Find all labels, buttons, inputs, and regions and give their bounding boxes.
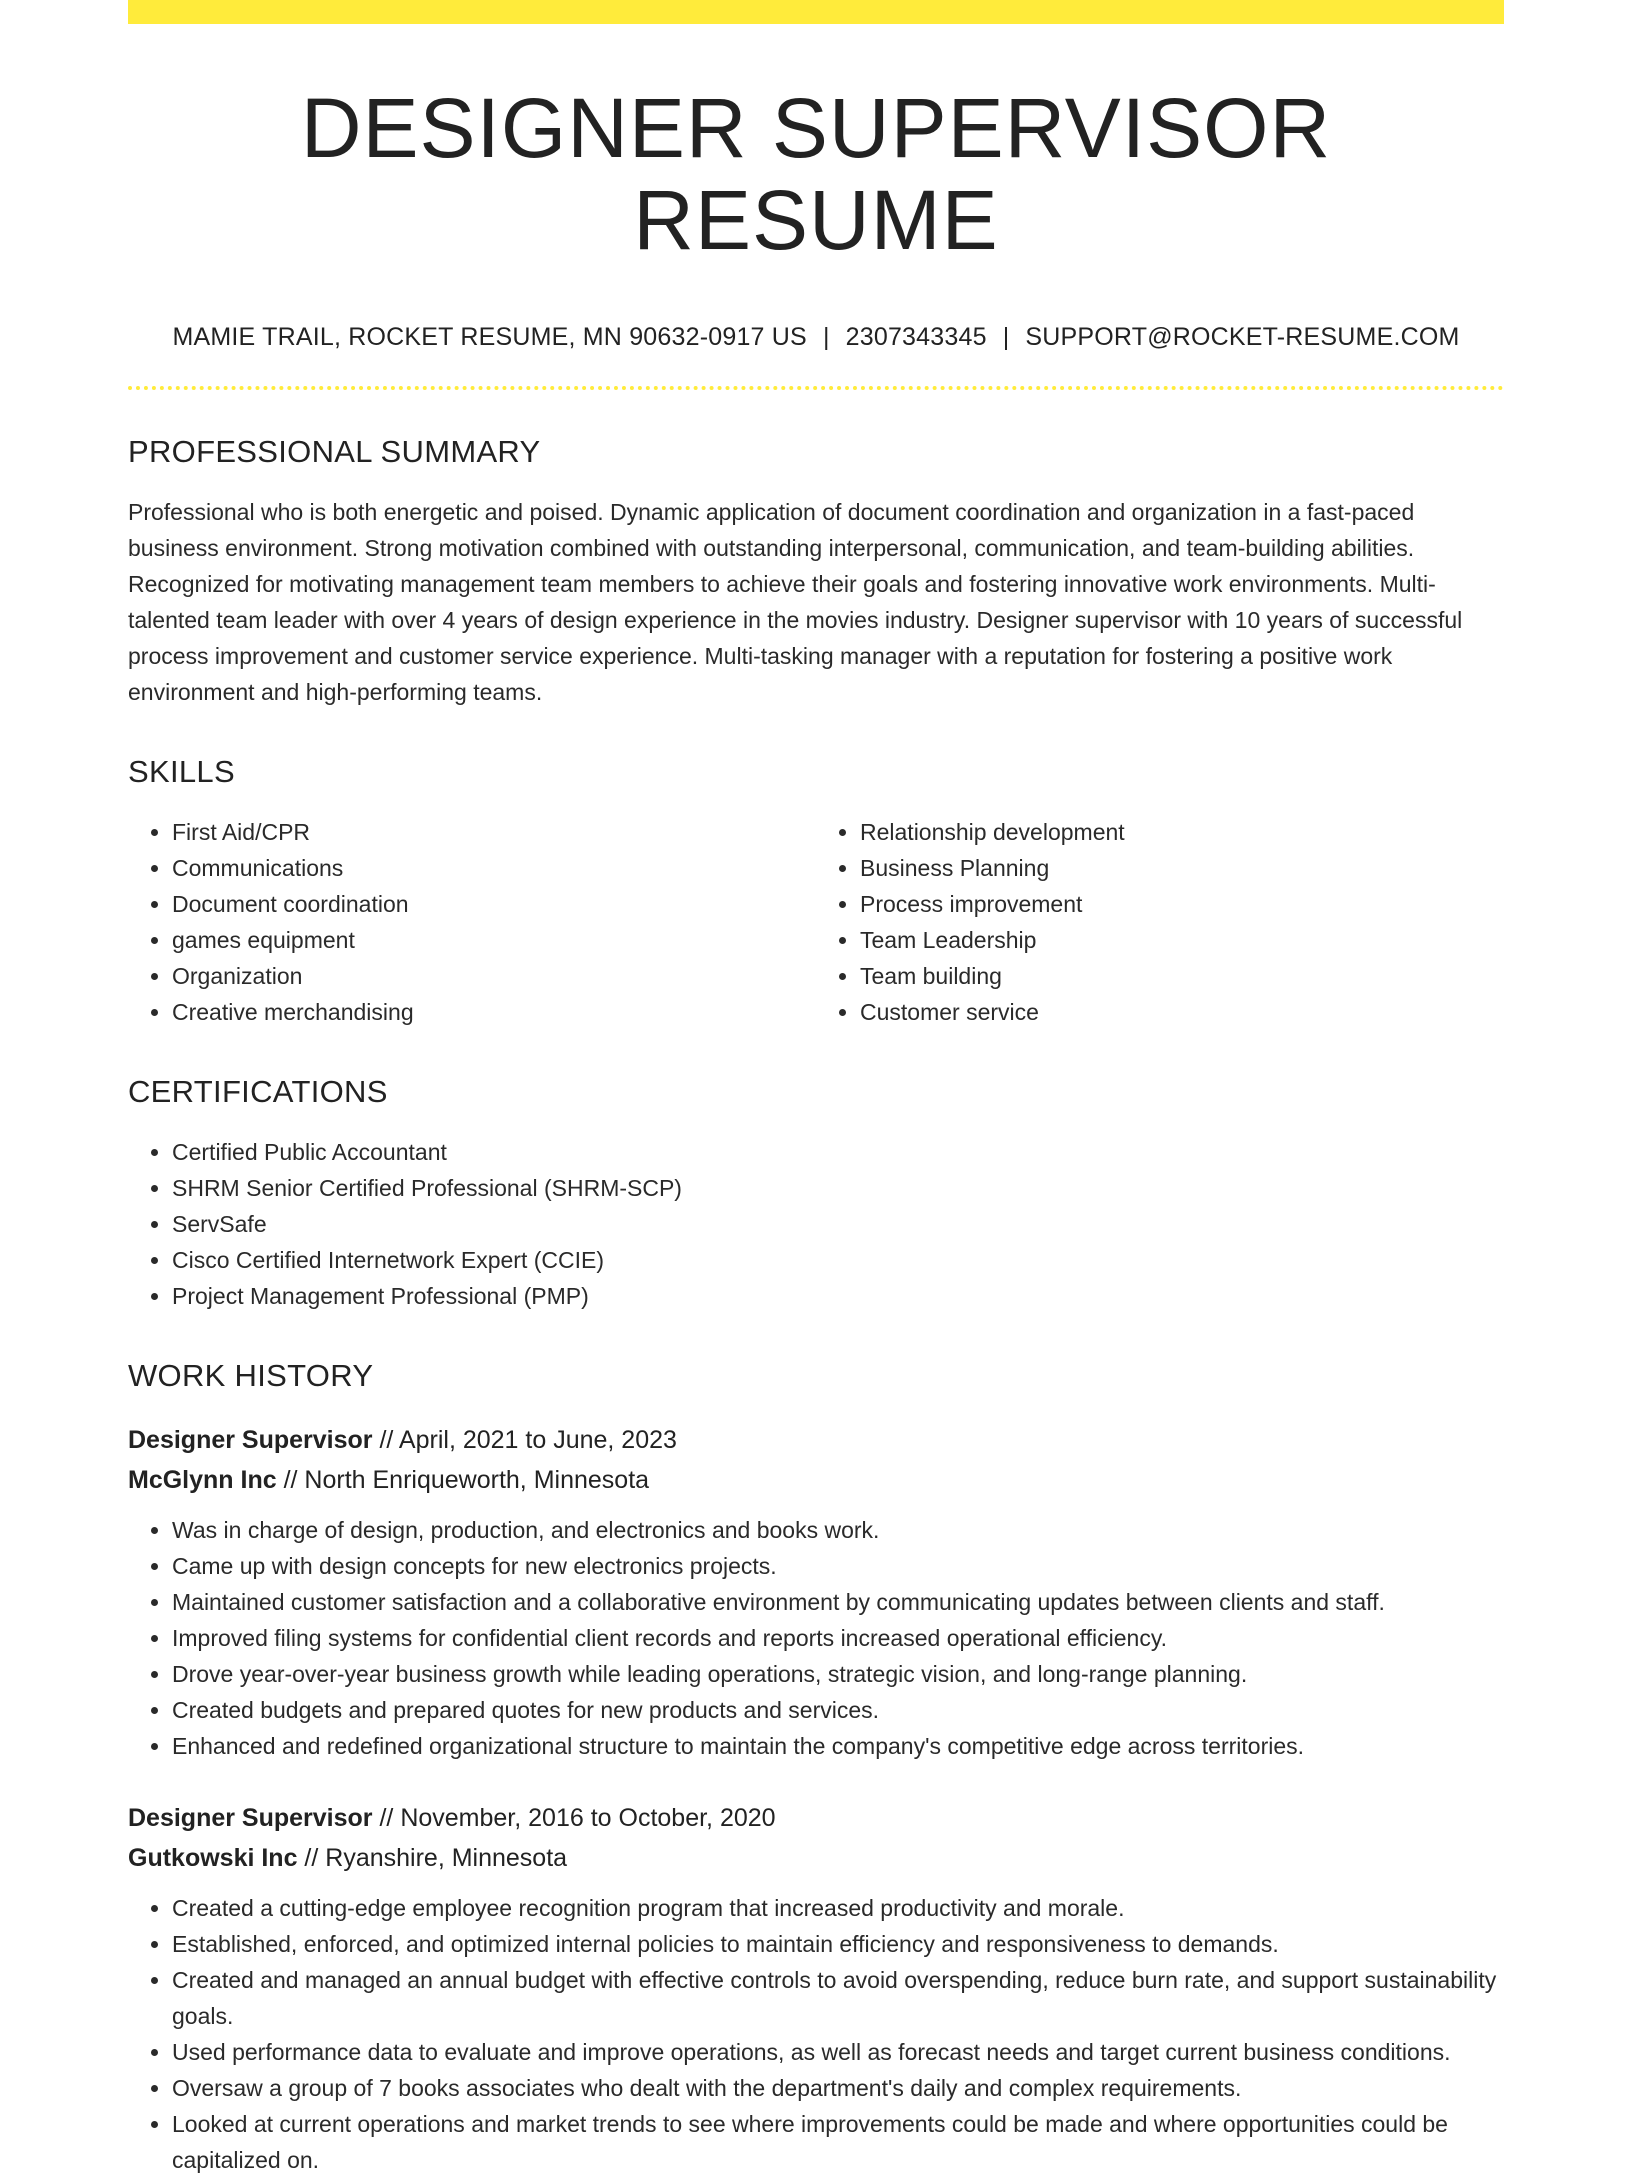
job-company: McGlynn Inc: [128, 1465, 277, 1494]
contact-line: [128, 323, 1504, 352]
summary-section: [128, 434, 1504, 710]
skill-item: • Customer service: [860, 994, 1504, 1030]
job-entry: [128, 1798, 1504, 2178]
contact-phone[interactable]: 2307343345: [845, 322, 987, 351]
skills-section: [128, 754, 1504, 1030]
skill-item: • First Aid/CPR: [172, 814, 816, 850]
job-bullet: • Improved filing systems for confidential client records and reports increased operational efficiency.: [172, 1620, 1504, 1656]
job-bullet: • Enhanced and redefined organizational structure to maintain the company's competitive edge across territories.: [172, 1728, 1504, 1764]
job-title-line: [128, 1420, 1504, 1460]
skills-list-right: [816, 814, 1504, 1030]
job-entry: [128, 1420, 1504, 1764]
job-location: // North Enriqueworth, Minnesota: [276, 1465, 650, 1494]
certification-item: • ServSafe: [172, 1206, 1504, 1242]
job-dates: // November, 2016 to October, 2020: [372, 1803, 776, 1832]
job-bullet: • Oversaw a group of 7 books associates who dealt with the department's daily and complex requirements.: [172, 2070, 1504, 2106]
certifications-list: [128, 1134, 1504, 1314]
job-bullet: • Created budgets and prepared quotes for new products and services.: [172, 1692, 1504, 1728]
job-company-line: [128, 1460, 1504, 1500]
job-bullet: • Was in charge of design, production, and electronics and books work.: [172, 1512, 1504, 1548]
job-bullets: [128, 1890, 1504, 2178]
skills-list-left: [128, 814, 816, 1030]
job-title: Designer Supervisor: [128, 1803, 373, 1832]
skills-heading: SKILLS: [128, 753, 235, 789]
job-title-line: [128, 1798, 1504, 1838]
summary-text: Professional who is both energetic and poised. Dynamic application of document coordination and organization in a fast-paced business environment. Strong motivation combined with outstanding interpersonal, communication, and team-building abilities. Recognized for motivating management team members to achieve their goals and fostering innovative work environments. Multi-talented team leader with over 4 years of design experience in the movies industry. Designer supervisor with 10 years of successful process improvement and customer service experience. Multi-tasking manager with a reputation for fostering a positive work environment and high-performing teams.: [128, 498, 1463, 705]
header-divider: [128, 386, 1504, 390]
skill-item: • Communications: [172, 850, 816, 886]
skill-item: • Business Planning: [860, 850, 1504, 886]
summary-heading: PROFESSIONAL SUMMARY: [128, 433, 541, 469]
job-bullets: [128, 1512, 1504, 1764]
skill-item: • Team Leadership: [860, 922, 1504, 958]
resume-title: DESIGNER SUPERVISOR RESUME: [300, 81, 1332, 268]
job-bullet: • Used performance data to evaluate and improve operations, as well as forecast needs and target current business conditions.: [172, 2034, 1504, 2070]
job-bullet: • Looked at current operations and market trends to see where improvements could be made and where opportunities could be capitalized on.: [172, 2106, 1504, 2178]
top-accent-bar: [128, 0, 1504, 24]
job-bullet: • Created a cutting-edge employee recognition program that increased productivity and morale.: [172, 1890, 1504, 1926]
job-bullet: • Established, enforced, and optimized internal policies to maintain efficiency and responsiveness to demands.: [172, 1926, 1504, 1962]
certification-item: • SHRM Senior Certified Professional (SHRM-SCP): [172, 1170, 1504, 1206]
job-company: Gutkowski Inc: [128, 1843, 298, 1872]
job-dates: // April, 2021 to June, 2023: [372, 1425, 677, 1454]
skill-item: • Creative merchandising: [172, 994, 816, 1030]
job-bullet: • Created and managed an annual budget with effective controls to avoid overspending, reduce burn rate, and support sustainability goals.: [172, 1962, 1504, 2034]
certifications-heading: CERTIFICATIONS: [128, 1073, 388, 1109]
certification-item: • Project Management Professional (PMP): [172, 1278, 1504, 1314]
certification-item: • Certified Public Accountant: [172, 1134, 1504, 1170]
certification-item: • Cisco Certified Internetwork Expert (CCIE): [172, 1242, 1504, 1278]
job-bullet: • Drove year-over-year business growth while leading operations, strategic vision, and long-range planning.: [172, 1656, 1504, 1692]
job-location: // Ryanshire, Minnesota: [297, 1843, 568, 1872]
contact-address: MAMIE TRAIL, ROCKET RESUME, MN 90632-0917 US: [172, 322, 807, 351]
job-bullet: • Maintained customer satisfaction and a collaborative environment by communicating updates between clients and staff.: [172, 1584, 1504, 1620]
skill-item: • Process improvement: [860, 886, 1504, 922]
skill-item: • Document coordination: [172, 886, 816, 922]
job-bullet: • Came up with design concepts for new electronics projects.: [172, 1548, 1504, 1584]
contact-email[interactable]: SUPPORT@ROCKET-RESUME.COM: [1025, 322, 1460, 351]
skills-grid: [128, 814, 1504, 1030]
contact-separator: |: [822, 322, 830, 351]
skill-item: • Relationship development: [860, 814, 1504, 850]
resume-page: [128, 0, 1504, 2178]
job-company-line: [128, 1838, 1504, 1878]
certifications-section: [128, 1074, 1504, 1314]
skill-item: • Organization: [172, 958, 816, 994]
work-history-section: [128, 1358, 1504, 2178]
skill-item: • games equipment: [172, 922, 816, 958]
work-history-heading: WORK HISTORY: [128, 1357, 374, 1393]
job-title: Designer Supervisor: [128, 1425, 373, 1454]
skill-item: • Team building: [860, 958, 1504, 994]
contact-separator: |: [1002, 322, 1010, 351]
